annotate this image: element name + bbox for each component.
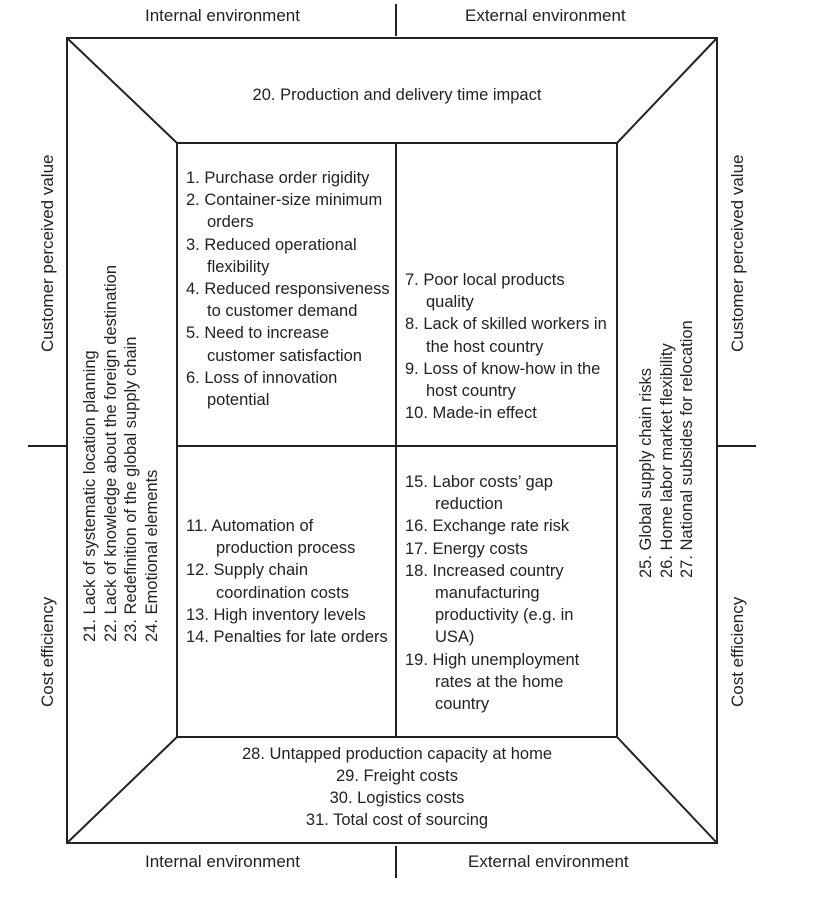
- list-item: 9. Loss of know-how in the host country: [405, 359, 601, 401]
- list-item: 11. Automation of production process: [186, 517, 356, 558]
- outer-frame: [67, 38, 717, 843]
- bottom-panel-line: 30. Logistics costs: [329, 789, 465, 807]
- bottom-panel-line: 29. Freight costs: [336, 767, 458, 785]
- top-panel-text: 20. Production and delivery time impact: [252, 86, 542, 104]
- diagonal-top-right: [617, 38, 717, 143]
- right-panel-line: 26. Home labor market flexibility: [657, 343, 676, 578]
- axis-label-top-external: External environment: [465, 6, 626, 25]
- axis-label-right-cost: Cost efficiency: [728, 596, 747, 707]
- bottom-panel-line: 28. Untapped production capacity at home: [241, 745, 553, 763]
- axis-label-left-value: Customer perceived value: [38, 154, 57, 352]
- axis-label-left-cost: Cost efficiency: [38, 596, 57, 707]
- list-item: 1. Purchase order rigidity: [186, 169, 370, 187]
- left-panel-line: 21. Lack of systematic location planning: [81, 350, 99, 642]
- right-panel: [636, 320, 698, 578]
- quadrant-top-right: [405, 269, 613, 424]
- diagonal-bottom-right: [617, 737, 717, 843]
- axis-label-bottom-external: External environment: [468, 852, 629, 871]
- list-item: 8. Lack of skilled workers in the host country: [405, 315, 607, 356]
- quadrant-top-left: [186, 167, 392, 411]
- axis-label-right-value: Customer perceived value: [728, 154, 747, 352]
- list-item: 13. High inventory levels: [186, 605, 366, 624]
- list-item: 3. Reduced operational flexibility: [186, 235, 357, 276]
- list-item: 19. High unemployment rates at the home country: [405, 650, 580, 714]
- left-panel: [80, 265, 162, 642]
- list-item: 12. Supply chain coordination costs: [186, 561, 349, 602]
- right-panel-line: 27. National subsides for relocation: [678, 320, 696, 578]
- list-item: 16. Exchange rate risk: [405, 517, 570, 536]
- axis-label-top-internal: Internal environment: [145, 6, 300, 25]
- bottom-panel: [177, 743, 617, 831]
- quadrant-bottom-right: [405, 471, 613, 715]
- right-panel-line: 25. Global supply chain risks: [637, 367, 655, 578]
- list-item: 17. Energy costs: [405, 539, 528, 558]
- diagonal-top-left: [67, 38, 177, 143]
- diagonal-bottom-left: [67, 737, 177, 843]
- list-item: 18. Increased country manufacturing productivity (e.g. in USA): [405, 561, 574, 647]
- left-panel-line: 23. Redefinition of the global supply chain: [122, 336, 140, 642]
- list-item: 5. Need to increase customer satisfaction: [186, 324, 362, 365]
- list-item: 7. Poor local products quality: [405, 271, 565, 312]
- left-panel-line: 22. Lack of knowledge about the foreign destination: [101, 264, 120, 642]
- bottom-panel-line: 31. Total cost of sourcing: [305, 811, 489, 829]
- quadrant-bottom-left: [186, 515, 392, 648]
- list-item: 2. Container-size minimum orders: [186, 191, 383, 232]
- left-panel-line: 24. Emotional elements: [142, 469, 161, 642]
- list-item: 6. Loss of innovation potential: [186, 368, 338, 410]
- list-item: 14. Penalties for late orders: [186, 628, 388, 647]
- list-item: 15. Labor costs’ gap reduction: [405, 473, 553, 514]
- axis-label-bottom-internal: Internal environment: [145, 852, 300, 871]
- list-item: 4. Reduced responsiveness to customer demand: [186, 280, 390, 321]
- list-item: 10. Made-in effect: [405, 404, 537, 423]
